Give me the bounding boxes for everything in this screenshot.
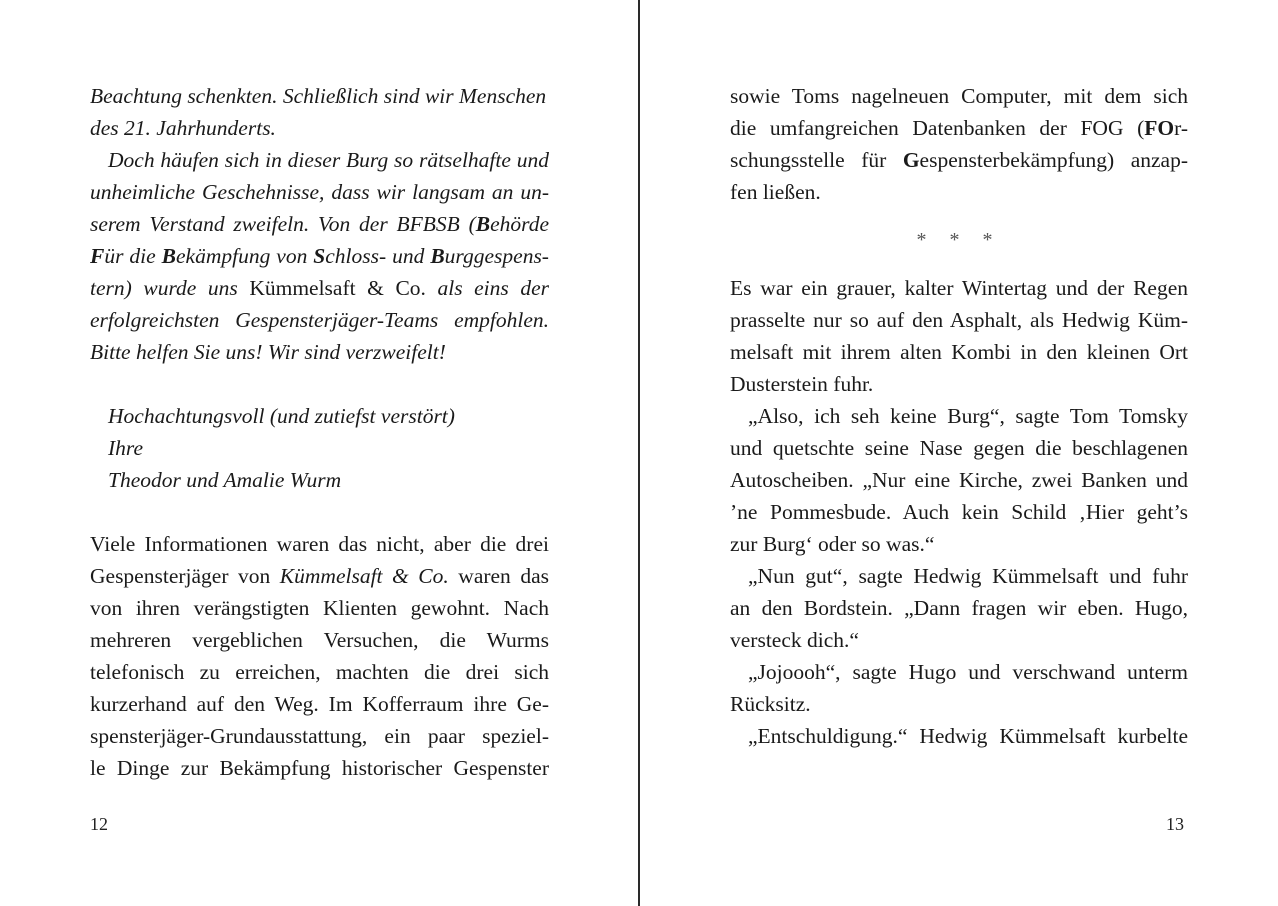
text-line: spensterjäger-Grundausstattung, ein paar speziel- <box>90 724 549 748</box>
text-line: von ihren verängstigten Klienten gewohnt. Nach <box>90 596 549 620</box>
text-line: mehreren vergeblichen Versuchen, die Wurms <box>90 628 549 652</box>
text-line: „Entschuldigung.“ Hedwig Kümmelsaft kurbelte <box>748 724 1188 748</box>
text-line: Autoscheiben. „Nur eine Kirche, zwei Banken und <box>730 468 1188 492</box>
text-line: Beachtung schenkten. Schließlich sind wir Menschen <box>90 84 547 108</box>
text-line: telefonisch zu erreichen, machten die drei sich <box>90 660 549 684</box>
letter-closing: Ihre <box>108 436 144 460</box>
text-line: Rücksitz. <box>730 692 811 716</box>
text-line: kurzerhand auf den Weg. Im Kofferraum ihre Ge- <box>90 692 549 716</box>
page-number: 13 <box>1166 814 1184 834</box>
text-line: tern) wurde uns Kümmelsaft & Co. als eins der <box>90 276 549 300</box>
text-line: Es war ein grauer, kalter Wintertag und der Regen <box>730 276 1188 300</box>
section-break: * * * <box>916 229 1002 251</box>
text-line: Dusterstein fuhr. <box>730 372 874 396</box>
left-page <box>90 80 549 784</box>
bold-initial: B <box>475 212 491 236</box>
text-line: und quetschte seine Nase gegen die beschlagenen <box>730 436 1188 460</box>
company-name: Kümmelsaft & Co. <box>249 276 426 300</box>
text-line: versteck dich.“ <box>730 628 859 652</box>
right-page <box>730 80 1188 752</box>
text-line: „Jojoooh“, sagte Hugo und verschwand unterm <box>748 660 1188 684</box>
book-spine-divider <box>638 0 640 906</box>
text-line: die umfangreichen Datenbanken der FOG (FOr- <box>730 116 1188 140</box>
letter-closing: Hochachtungsvoll (und zutiefst verstört) <box>108 404 455 428</box>
company-name: Kümmelsaft & Co. <box>279 564 449 588</box>
text-line: sowie Toms nagelneuen Computer, mit dem sich <box>730 84 1188 108</box>
text-line: des 21. Jahrhunderts. <box>90 116 276 140</box>
text-line: zur Burg‘ oder so was.“ <box>730 532 935 556</box>
text-line: le Dinge zur Bekämpfung historischer Gespenster <box>90 756 549 780</box>
text-line: „Nun gut“, sagte Hedwig Kümmelsaft und fuhr <box>748 564 1188 588</box>
text-line: Gespensterjäger von Kümmelsaft & Co. waren das <box>90 564 549 588</box>
text-line: Viele Informationen waren das nicht, aber die drei <box>90 532 549 556</box>
text-line: Bitte helfen Sie uns! Wir sind verzweifelt! <box>90 340 446 364</box>
text-line: melsaft mit ihrem alten Kombi in den kleinen Ort <box>730 340 1188 364</box>
text-line: Doch häufen sich in dieser Burg so rätselhafte und <box>108 148 549 172</box>
text-line: an den Bordstein. „Dann fragen wir eben. Hugo, <box>730 596 1188 620</box>
text-line: fen ließen. <box>730 180 821 204</box>
text-line: prasselte nur so auf den Asphalt, als Hedwig Küm- <box>730 308 1188 332</box>
page-number: 12 <box>90 814 108 834</box>
text-line: „Also, ich seh keine Burg“, sagte Tom Tomsky <box>748 404 1188 428</box>
text-line: ’ne Pommesbude. Auch kein Schild ‚Hier geht’s <box>730 500 1188 524</box>
text-line: erfolgreichsten Gespensterjäger-Teams empfohlen. <box>90 308 549 332</box>
text-line: Für die Bekämpfung von Schloss- und Burggespens- <box>90 244 549 268</box>
text-line: serem Verstand zweifeln. Von der BFBSB (Behörde <box>90 212 549 236</box>
letter-signature: Theodor und Amalie Wurm <box>108 468 342 492</box>
text-line: schungsstelle für Gespensterbekämpfung) anzap- <box>730 148 1188 172</box>
text-line: unheimliche Geschehnisse, dass wir langsam an un- <box>90 180 549 204</box>
